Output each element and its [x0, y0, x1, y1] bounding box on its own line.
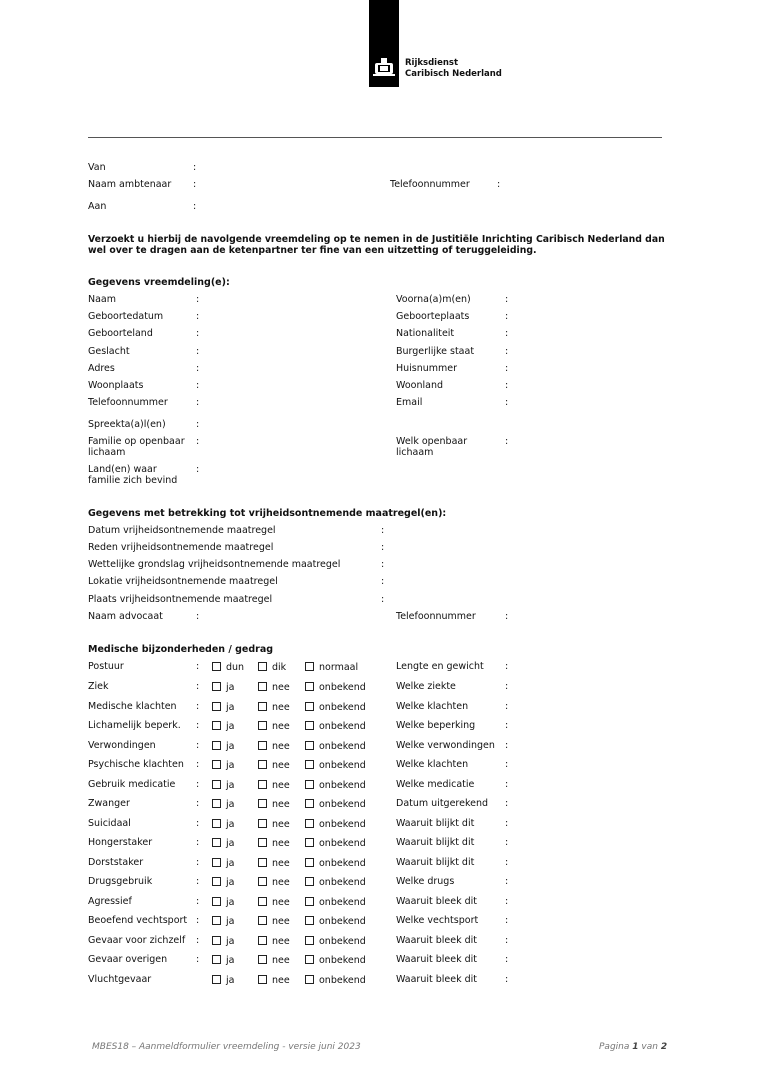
checkbox-icon[interactable] — [258, 877, 267, 886]
checkbox-icon[interactable] — [305, 799, 314, 808]
maatregel-colon: : — [381, 559, 385, 570]
checkbox-icon[interactable] — [258, 838, 267, 847]
checkbox-icon[interactable] — [258, 916, 267, 925]
checkbox-option[interactable] — [305, 897, 366, 908]
checkbox-icon[interactable] — [305, 760, 314, 769]
checkbox-option[interactable] — [258, 780, 290, 791]
checkbox-icon[interactable] — [305, 936, 314, 945]
checkbox-icon[interactable] — [212, 721, 221, 730]
checkbox-option[interactable] — [305, 702, 366, 713]
medisch-colon: : — [505, 720, 509, 731]
medisch-label: Dorststaker — [88, 857, 144, 868]
naam-ambtenaar-colon: : — [193, 179, 197, 190]
field-label-right: Woonland — [396, 380, 443, 391]
checkbox-option[interactable] — [258, 858, 290, 869]
checkbox-label: nee — [272, 897, 290, 908]
checkbox-label: nee — [272, 975, 290, 986]
field-label: Geboorteland — [88, 328, 153, 339]
checkbox-icon[interactable] — [305, 780, 314, 789]
field-label: Telefoonnummer — [88, 397, 168, 408]
field-colon: : — [505, 436, 509, 447]
checkbox-option[interactable] — [258, 916, 290, 927]
field-colon: : — [196, 419, 200, 430]
medisch-label: Ziek — [88, 681, 109, 692]
medisch-label: Zwanger — [88, 798, 130, 809]
medisch-colon: : — [505, 935, 509, 946]
checkbox-icon[interactable] — [258, 702, 267, 711]
checkbox-label: ja — [226, 916, 235, 927]
field-colon: : — [196, 380, 200, 391]
org-line-2: Caribisch Nederland — [405, 69, 502, 79]
field-colon: : — [196, 363, 200, 374]
intro-text: Verzoekt u hierbij de navolgende vreemdeling op te nemen in de Justitiële Inrichting Caribisch Nederland dan wel over te dragen aan de ketenpartner ter fine van een uitzetting of teruggeleiding. — [88, 234, 665, 256]
checkbox-option[interactable] — [258, 799, 290, 810]
checkbox-icon[interactable] — [305, 662, 314, 671]
checkbox-label: onbekend — [319, 838, 366, 849]
checkbox-icon[interactable] — [212, 682, 221, 691]
medisch-label: Vluchtgevaar — [88, 974, 152, 985]
checkbox-label: nee — [272, 721, 290, 732]
checkbox-label: nee — [272, 702, 290, 713]
checkbox-icon[interactable] — [305, 858, 314, 867]
medisch-label-right: Welke klachten — [396, 759, 469, 770]
checkbox-option[interactable] — [305, 662, 358, 673]
checkbox-label: nee — [272, 760, 290, 771]
medisch-colon: : — [196, 935, 200, 946]
checkbox-label: nee — [272, 799, 290, 810]
checkbox-option[interactable] — [258, 936, 290, 947]
checkbox-option[interactable] — [305, 877, 366, 888]
maatregel-label: Reden vrijheidsontnemende maatregel — [88, 542, 274, 553]
advocaat-telefoon-label: Telefoonnummer — [396, 611, 476, 622]
medisch-label: Lichamelijk beperk. — [88, 720, 181, 731]
checkbox-option[interactable] — [305, 838, 366, 849]
medisch-colon: : — [505, 857, 509, 868]
checkbox-icon[interactable] — [258, 897, 267, 906]
medisch-label-right: Datum uitgerekend — [396, 798, 489, 809]
checkbox-icon[interactable] — [305, 741, 314, 750]
medisch-colon: : — [196, 720, 200, 731]
checkbox-icon[interactable] — [212, 975, 221, 984]
checkbox-label: nee — [272, 819, 290, 830]
checkbox-label: ja — [226, 702, 235, 713]
checkbox-label: ja — [226, 819, 235, 830]
medisch-colon: : — [505, 759, 509, 770]
field-colon: : — [505, 363, 509, 374]
checkbox-label: nee — [272, 858, 290, 869]
medisch-colon: : — [196, 740, 200, 751]
checkbox-option[interactable] — [212, 760, 234, 771]
field-label: Naam — [88, 294, 117, 305]
van-label: Van — [88, 162, 106, 173]
org-line-1: Rijksdienst — [405, 58, 459, 68]
checkbox-label: ja — [226, 858, 235, 869]
maatregel-colon: : — [381, 542, 385, 553]
checkbox-option[interactable] — [258, 897, 290, 908]
checkbox-icon[interactable] — [212, 662, 221, 671]
medisch-label-right: Waaruit blijkt dit — [396, 837, 475, 848]
checkbox-option[interactable] — [305, 741, 366, 752]
medisch-colon: : — [196, 896, 200, 907]
medisch-colon: : — [196, 681, 200, 692]
checkbox-option[interactable] — [258, 662, 286, 673]
maatregel-colon: : — [381, 594, 385, 605]
checkbox-option[interactable] — [305, 780, 366, 791]
checkbox-icon[interactable] — [305, 682, 314, 691]
medisch-label-right: Welke beperking — [396, 720, 476, 731]
medisch-colon: : — [196, 818, 200, 829]
checkbox-label: ja — [226, 721, 235, 732]
medisch-label-right: Waaruit bleek dit — [396, 974, 478, 985]
checkbox-option[interactable] — [258, 975, 290, 986]
checkbox-option[interactable] — [258, 702, 290, 713]
checkbox-label: nee — [272, 741, 290, 752]
medisch-colon: : — [196, 915, 200, 926]
maatregel-label: Datum vrijheidsontnemende maatregel — [88, 525, 276, 536]
page-current: 1 — [632, 1042, 639, 1052]
medisch-label-right: Welke verwondingen — [396, 740, 495, 751]
field-colon: : — [505, 380, 509, 391]
checkbox-icon[interactable] — [212, 799, 221, 808]
advocaat-telefoon-colon: : — [505, 611, 509, 622]
field-colon: : — [196, 436, 200, 447]
checkbox-label: onbekend — [319, 897, 366, 908]
checkbox-option[interactable] — [258, 955, 290, 966]
checkbox-option[interactable] — [212, 682, 234, 693]
medisch-label-right: Waaruit blijkt dit — [396, 857, 475, 868]
section-maatregel-title: Gegevens met betrekking tot vrijheidsontnemende maatregel(en): — [88, 508, 447, 519]
page-word: Pagina — [599, 1042, 630, 1052]
checkbox-label: ja — [226, 877, 235, 888]
field-colon: : — [196, 311, 200, 322]
checkbox-icon[interactable] — [258, 955, 267, 964]
medisch-label-right: Waaruit bleek dit — [396, 935, 478, 946]
checkbox-icon[interactable] — [258, 819, 267, 828]
checkbox-label: nee — [272, 838, 290, 849]
medisch-colon: : — [505, 974, 509, 985]
checkbox-label: nee — [272, 936, 290, 947]
checkbox-label: dik — [272, 662, 287, 673]
checkbox-label: ja — [226, 838, 235, 849]
checkbox-option[interactable] — [258, 838, 290, 849]
checkbox-label: nee — [272, 682, 290, 693]
medisch-colon: : — [505, 798, 509, 809]
checkbox-icon[interactable] — [212, 897, 221, 906]
checkbox-label: ja — [226, 955, 235, 966]
checkbox-icon[interactable] — [212, 877, 221, 886]
field-label: Familie op openbaar lichaam — [88, 436, 185, 458]
checkbox-icon[interactable] — [258, 760, 267, 769]
medisch-label: Suicidaal — [88, 818, 131, 829]
checkbox-option[interactable] — [212, 936, 234, 947]
checkbox-label: onbekend — [319, 721, 366, 732]
checkbox-label: onbekend — [319, 799, 366, 810]
checkbox-icon[interactable] — [258, 662, 267, 671]
crest-icon — [373, 57, 395, 77]
checkbox-label: onbekend — [319, 858, 366, 869]
checkbox-option[interactable] — [258, 741, 290, 752]
medisch-colon: : — [505, 837, 509, 848]
checkbox-icon[interactable] — [212, 741, 221, 750]
telefoonnummer-label: Telefoonnummer — [390, 179, 470, 190]
org-name — [405, 58, 502, 80]
medisch-label: Medische klachten — [88, 701, 177, 712]
checkbox-label: onbekend — [319, 780, 366, 791]
checkbox-icon[interactable] — [212, 760, 221, 769]
medisch-colon: : — [196, 876, 200, 887]
field-colon: : — [505, 346, 509, 357]
checkbox-icon[interactable] — [305, 877, 314, 886]
checkbox-label: nee — [272, 877, 290, 888]
van-colon: : — [193, 162, 197, 173]
medisch-colon: : — [505, 701, 509, 712]
checkbox-label: nee — [272, 780, 290, 791]
medisch-label: Verwondingen — [88, 740, 156, 751]
checkbox-label: ja — [226, 760, 235, 771]
checkbox-option[interactable] — [212, 838, 234, 849]
medisch-label-right: Welke drugs — [396, 876, 455, 887]
medisch-colon: : — [196, 759, 200, 770]
checkbox-label: ja — [226, 780, 235, 791]
medisch-colon: : — [196, 954, 200, 965]
checkbox-icon[interactable] — [258, 780, 267, 789]
medisch-label: Gevaar voor zichzelf — [88, 935, 186, 946]
checkbox-option[interactable] — [258, 760, 290, 771]
checkbox-option[interactable] — [258, 721, 290, 732]
checkbox-label: onbekend — [319, 760, 366, 771]
checkbox-option[interactable] — [305, 760, 366, 771]
medisch-colon: : — [505, 896, 509, 907]
checkbox-option[interactable] — [305, 682, 366, 693]
header-rule — [88, 137, 662, 138]
checkbox-icon[interactable] — [258, 936, 267, 945]
checkbox-icon[interactable] — [258, 858, 267, 867]
checkbox-icon[interactable] — [258, 799, 267, 808]
checkbox-option[interactable] — [258, 877, 290, 888]
field-label: Land(en) waar familie zich bevind — [88, 464, 178, 486]
field-colon: : — [505, 294, 509, 305]
medisch-label-right: Waaruit bleek dit — [396, 896, 478, 907]
maatregel-label: Plaats vrijheidsontnemende maatregel — [88, 594, 273, 605]
field-label: Adres — [88, 363, 115, 374]
field-label: Spreekta(a)l(en) — [88, 419, 166, 430]
field-colon: : — [196, 397, 200, 408]
checkbox-icon[interactable] — [305, 721, 314, 730]
medisch-colon: : — [505, 681, 509, 692]
checkbox-option[interactable] — [305, 799, 366, 810]
field-label-right: Nationaliteit — [396, 328, 455, 339]
field-colon: : — [196, 328, 200, 339]
checkbox-icon[interactable] — [258, 682, 267, 691]
medisch-colon: : — [505, 740, 509, 751]
advocaat-colon: : — [196, 611, 200, 622]
medisch-colon: : — [196, 661, 200, 672]
checkbox-icon[interactable] — [212, 780, 221, 789]
checkbox-label: ja — [226, 975, 235, 986]
checkbox-label: nee — [272, 916, 290, 927]
checkbox-option[interactable] — [305, 916, 366, 927]
medisch-label-right: Lengte en gewicht — [396, 661, 484, 672]
logo-bar — [369, 0, 399, 87]
checkbox-option[interactable] — [305, 955, 366, 966]
checkbox-label: ja — [226, 936, 235, 947]
medisch-colon: : — [505, 818, 509, 829]
medisch-colon: : — [196, 798, 200, 809]
checkbox-label: ja — [226, 741, 235, 752]
field-label-right: Burgerlijke staat — [396, 346, 475, 357]
section-vreemdeling-title: Gegevens vreemdeling(e): — [88, 277, 230, 288]
checkbox-option[interactable] — [212, 702, 234, 713]
telefoonnummer-colon: : — [497, 179, 501, 190]
checkbox-option[interactable] — [212, 858, 234, 869]
checkbox-icon[interactable] — [305, 916, 314, 925]
medisch-colon: : — [196, 701, 200, 712]
checkbox-icon[interactable] — [305, 702, 314, 711]
medisch-colon: : — [505, 661, 509, 672]
section-medisch-title: Medische bijzonderheden / gedrag — [88, 644, 274, 655]
field-label: Geslacht — [88, 346, 130, 357]
checkbox-icon[interactable] — [212, 936, 221, 945]
checkbox-label: onbekend — [319, 702, 366, 713]
field-label-right: Email — [396, 397, 423, 408]
field-colon: : — [505, 397, 509, 408]
checkbox-icon[interactable] — [258, 741, 267, 750]
checkbox-icon[interactable] — [305, 819, 314, 828]
field-label-right: Welk openbaar lichaam — [396, 436, 468, 458]
medisch-label: Postuur — [88, 661, 124, 672]
advocaat-label: Naam advocaat — [88, 611, 163, 622]
field-colon: : — [196, 346, 200, 357]
checkbox-icon[interactable] — [305, 955, 314, 964]
checkbox-option[interactable] — [212, 780, 234, 791]
field-label-right: Huisnummer — [396, 363, 458, 374]
field-colon: : — [196, 294, 200, 305]
maatregel-label: Wettelijke grondslag vrijheidsontnemende maatregel — [88, 559, 341, 570]
field-label: Geboortedatum — [88, 311, 164, 322]
checkbox-label: ja — [226, 897, 235, 908]
checkbox-icon[interactable] — [212, 838, 221, 847]
checkbox-option[interactable] — [305, 819, 366, 830]
medisch-label: Gevaar overigen — [88, 954, 168, 965]
medisch-label-right: Waaruit blijkt dit — [396, 818, 475, 829]
footer-page-number — [599, 1042, 667, 1052]
medisch-label: Psychische klachten — [88, 759, 184, 770]
checkbox-icon[interactable] — [305, 838, 314, 847]
checkbox-label: ja — [226, 682, 235, 693]
field-label: Woonplaats — [88, 380, 144, 391]
checkbox-option[interactable] — [212, 721, 234, 732]
maatregel-label: Lokatie vrijheidsontnemende maatregel — [88, 576, 278, 587]
checkbox-label: onbekend — [319, 819, 366, 830]
checkbox-label: dun — [226, 662, 245, 673]
checkbox-option[interactable] — [305, 975, 366, 986]
checkbox-option[interactable] — [212, 877, 234, 888]
medisch-colon: : — [505, 954, 509, 965]
medisch-label: Drugsgebruik — [88, 876, 153, 887]
checkbox-label: onbekend — [319, 936, 366, 947]
maatregel-colon: : — [381, 525, 385, 536]
medisch-colon: : — [505, 779, 509, 790]
checkbox-option[interactable] — [212, 662, 244, 673]
checkbox-icon[interactable] — [212, 955, 221, 964]
checkbox-option[interactable] — [258, 682, 290, 693]
checkbox-option[interactable] — [305, 858, 366, 869]
medisch-label: Hongerstaker — [88, 837, 153, 848]
checkbox-label: onbekend — [319, 916, 366, 927]
medisch-label-right: Waaruit bleek dit — [396, 954, 478, 965]
field-colon: : — [505, 328, 509, 339]
checkbox-label: onbekend — [319, 955, 366, 966]
medisch-label: Beoefend vechtsport — [88, 915, 188, 926]
checkbox-label: onbekend — [319, 741, 366, 752]
checkbox-option[interactable] — [212, 955, 234, 966]
checkbox-icon[interactable] — [305, 975, 314, 984]
aan-label: Aan — [88, 201, 107, 212]
checkbox-icon[interactable] — [258, 721, 267, 730]
checkbox-icon[interactable] — [305, 897, 314, 906]
checkbox-option[interactable] — [212, 741, 234, 752]
medisch-label-right: Welke klachten — [396, 701, 469, 712]
medisch-colon: : — [196, 857, 200, 868]
checkbox-option[interactable] — [305, 936, 366, 947]
checkbox-label: normaal — [319, 662, 359, 673]
checkbox-label: nee — [272, 955, 290, 966]
aan-colon: : — [193, 201, 197, 212]
checkbox-icon[interactable] — [212, 858, 221, 867]
checkbox-icon[interactable] — [212, 702, 221, 711]
medisch-colon: : — [505, 876, 509, 887]
checkbox-icon[interactable] — [212, 819, 221, 828]
medisch-label: Agressief — [88, 896, 132, 907]
maatregel-colon: : — [381, 576, 385, 587]
checkbox-option[interactable] — [212, 799, 234, 810]
field-label-right: Voorna(a)m(en) — [396, 294, 471, 305]
checkbox-option[interactable] — [212, 897, 234, 908]
checkbox-icon[interactable] — [258, 975, 267, 984]
medisch-colon: : — [196, 779, 200, 790]
footer-document-id: MBES18 – Aanmeldformulier vreemdeling - versie juni 2023 — [92, 1042, 361, 1052]
checkbox-option[interactable] — [212, 819, 234, 830]
medisch-colon: : — [505, 915, 509, 926]
medisch-label: Gebruik medicatie — [88, 779, 176, 790]
field-label-right: Geboorteplaats — [396, 311, 470, 322]
checkbox-label: onbekend — [319, 877, 366, 888]
checkbox-label: onbekend — [319, 975, 366, 986]
checkbox-option[interactable] — [305, 721, 366, 732]
checkbox-option[interactable] — [212, 975, 234, 986]
field-colon: : — [196, 464, 200, 475]
checkbox-option[interactable] — [258, 819, 290, 830]
of-word: van — [641, 1042, 658, 1052]
checkbox-label: onbekend — [319, 682, 366, 693]
medisch-label-right: Welke ziekte — [396, 681, 456, 692]
medisch-colon: : — [196, 837, 200, 848]
field-colon: : — [505, 311, 509, 322]
checkbox-option[interactable] — [212, 916, 234, 927]
page-total: 2 — [660, 1042, 668, 1052]
checkbox-label: ja — [226, 799, 235, 810]
medisch-label-right: Welke medicatie — [396, 779, 475, 790]
medisch-label-right: Welke vechtsport — [396, 915, 479, 926]
naam-ambtenaar-label: Naam ambtenaar — [88, 179, 172, 190]
checkbox-icon[interactable] — [212, 916, 221, 925]
